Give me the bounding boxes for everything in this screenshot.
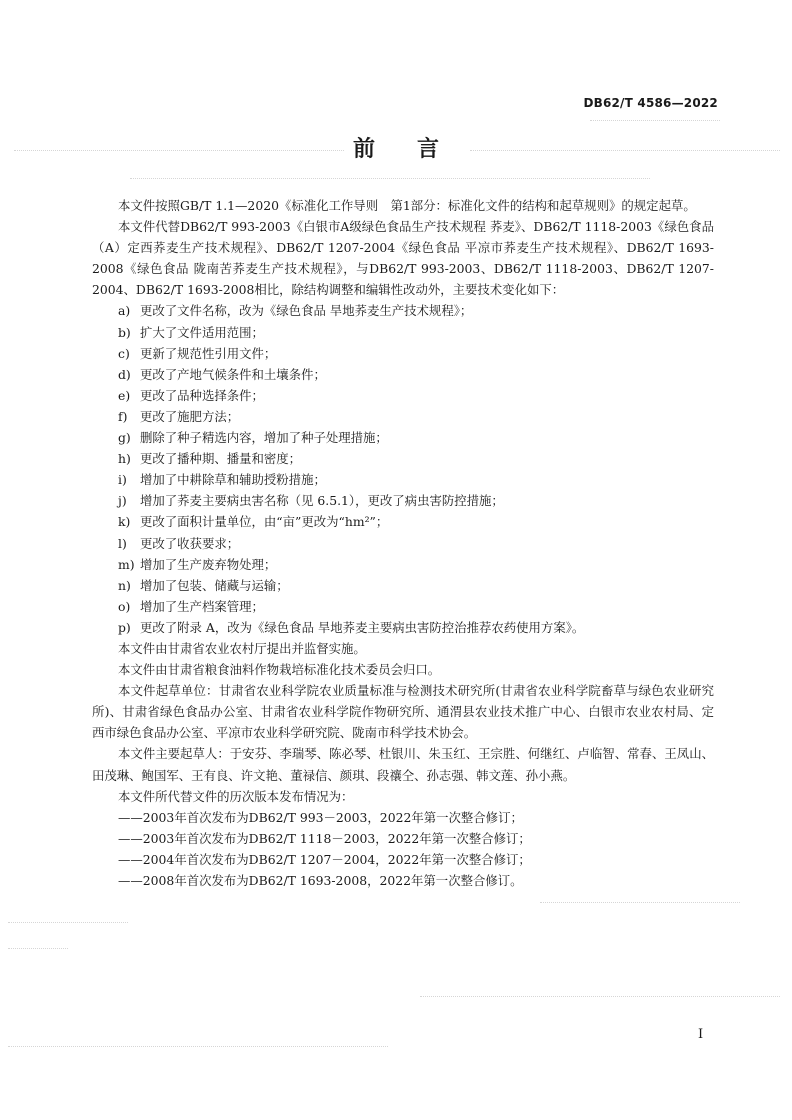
list-item — [92, 596, 714, 617]
divider — [420, 996, 780, 997]
list-item-text: 增加了荞麦主要病虫害名称（见 6.5.1），更改了病虫害防控措施； — [140, 493, 504, 509]
list-item — [92, 511, 714, 532]
list-item — [92, 448, 714, 469]
divider — [8, 922, 128, 923]
page-number: I — [698, 1027, 704, 1042]
list-item-text: 更改了收获要求； — [140, 535, 240, 551]
page-title: 前言 — [352, 137, 481, 162]
body-paragraph: 本文件由甘肃省农业农村厅提出并监督实施。 — [118, 640, 366, 656]
intro-paragraph: 本文件按照GB/T 1.1—2020《标准化工作导则 第1部分：标准化文件的结构和起草规则》的规定起草。 — [118, 198, 696, 213]
list-item-text: 扩大了文件适用范围； — [140, 324, 264, 340]
list-item-text: 增加了生产废弃物处理； — [140, 556, 277, 572]
list-item-label: c) — [118, 345, 130, 361]
intro-paragraph: 本文件代替DB62/T 993-2003《白银市A级绿色食品生产技术规程 荞麦》、DB62/T 1118-2003《绿色食品（A）定西荞麦生产技术规程》、DB62/T 1207-2004《绿色食品 平凉市荞麦生产技术规程》、DB62/T 1693-2008《绿色食品 陇南苦荞麦生产技术规程》，与DB62/T 993-2003、DB62/T 1118-2003、DB62/T 1207-2004、DB62/T 1693-2008相比，除结构调整和编辑性改动外，主要技术变化如下： — [92, 219, 714, 298]
document-code: DB62/T 4586—2022 — [583, 96, 718, 110]
list-item-label: o) — [118, 598, 131, 614]
list-item — [92, 554, 714, 575]
list-item — [92, 300, 714, 321]
list-item — [92, 406, 714, 427]
list-item-text: 增加了包装、储藏与运输； — [140, 577, 289, 593]
list-item-text: 更新了规范性引用文件； — [140, 345, 277, 361]
list-item-label: f) — [118, 408, 128, 424]
list-item-text: 更改了品种选择条件； — [140, 387, 264, 403]
divider — [590, 120, 720, 121]
list-item-text: 更改了产地气候条件和土壤条件； — [140, 366, 326, 382]
list-item-label: a) — [118, 303, 131, 319]
list-item-text: 增加了生产档案管理； — [140, 598, 264, 614]
divider — [8, 1046, 388, 1047]
list-item — [92, 533, 714, 554]
divider — [540, 902, 740, 903]
list-item-label: e) — [118, 387, 131, 403]
history-item: ——2008年首次发布为DB62/T 1693-2008，2022年第一次整合修订。 — [118, 873, 523, 888]
list-item — [92, 469, 714, 490]
list-item-text: 更改了施肥方法； — [140, 408, 240, 424]
list-item — [92, 490, 714, 511]
list-item-label: m) — [118, 556, 135, 572]
list-item-label: n) — [118, 577, 131, 593]
list-item-text: 更改了文件名称，改为《绿色食品 旱地荞麦生产技术规程》； — [140, 303, 473, 319]
list-item-text: 更改了面积计量单位，由“亩”更改为“hm²”； — [140, 514, 389, 530]
divider — [8, 948, 68, 949]
list-item — [92, 617, 714, 638]
list-item-label: k) — [118, 514, 131, 530]
body-paragraph: 本文件主要起草人：于安芬、李瑞琴、陈必琴、杜银川、朱玉红、王宗胜、何继红、卢临智、常春、王凤山、田茂琳、鲍国军、王有良、许文艳、董禄信、颜琪、段禳仝、孙志强、韩文莲、孙小燕。 — [92, 746, 714, 783]
body-paragraph: 本文件起草单位：甘肃省农业科学院农业质量标准与检测技术研究所(甘肃省农业科学院畜草与绿色农业研究所)、甘肃省绿色食品办公室、甘肃省农业科学院作物研究所、通渭县农业技术推广中心、白银市农业农村局、定西市绿色食品办公室、平凉市农业科学研究院、陇南市科学技术协会。 — [92, 683, 714, 741]
body-paragraph: 本文件所代替文件的历次版本发布情况为： — [118, 788, 354, 804]
list-item-text: 删除了种子精选内容，增加了种子处理措施； — [140, 430, 388, 446]
list-item-label: p) — [118, 619, 131, 635]
list-item-label: i) — [118, 472, 127, 488]
list-item-label: d) — [118, 366, 131, 382]
list-item-label: l) — [118, 535, 127, 551]
list-item-text: 更改了附录 A，改为《绿色食品 旱地荞麦主要病虫害防控治推荐农药使用方案》。 — [140, 619, 585, 635]
list-item-label: g) — [118, 430, 131, 446]
list-item — [92, 364, 714, 385]
history-item: ——2003年首次发布为DB62/T 993－2003，2022年第一次整合修订； — [118, 809, 523, 825]
list-item — [92, 427, 714, 448]
list-item — [92, 322, 714, 343]
list-item — [92, 343, 714, 364]
history-item: ——2004年首次发布为DB62/T 1207－2004，2022年第一次整合修订； — [118, 851, 531, 867]
list-item-label: b) — [118, 324, 131, 340]
list-item — [92, 385, 714, 406]
list-item-text: 增加了中耕除草和辅助授粉措施； — [140, 472, 326, 488]
divider — [130, 178, 650, 179]
list-item-text: 更改了播种期、播量和密度； — [140, 451, 302, 467]
list-item-label: h) — [118, 451, 131, 467]
document-body — [92, 195, 714, 891]
body-paragraph: 本文件由甘肃省粮食油料作物栽培标准化技术委员会归口。 — [118, 662, 441, 678]
list-item — [92, 575, 714, 596]
history-item: ——2003年首次发布为DB62/T 1118－2003，2022年第一次整合修订； — [118, 830, 531, 846]
list-item-label: j) — [118, 493, 127, 509]
